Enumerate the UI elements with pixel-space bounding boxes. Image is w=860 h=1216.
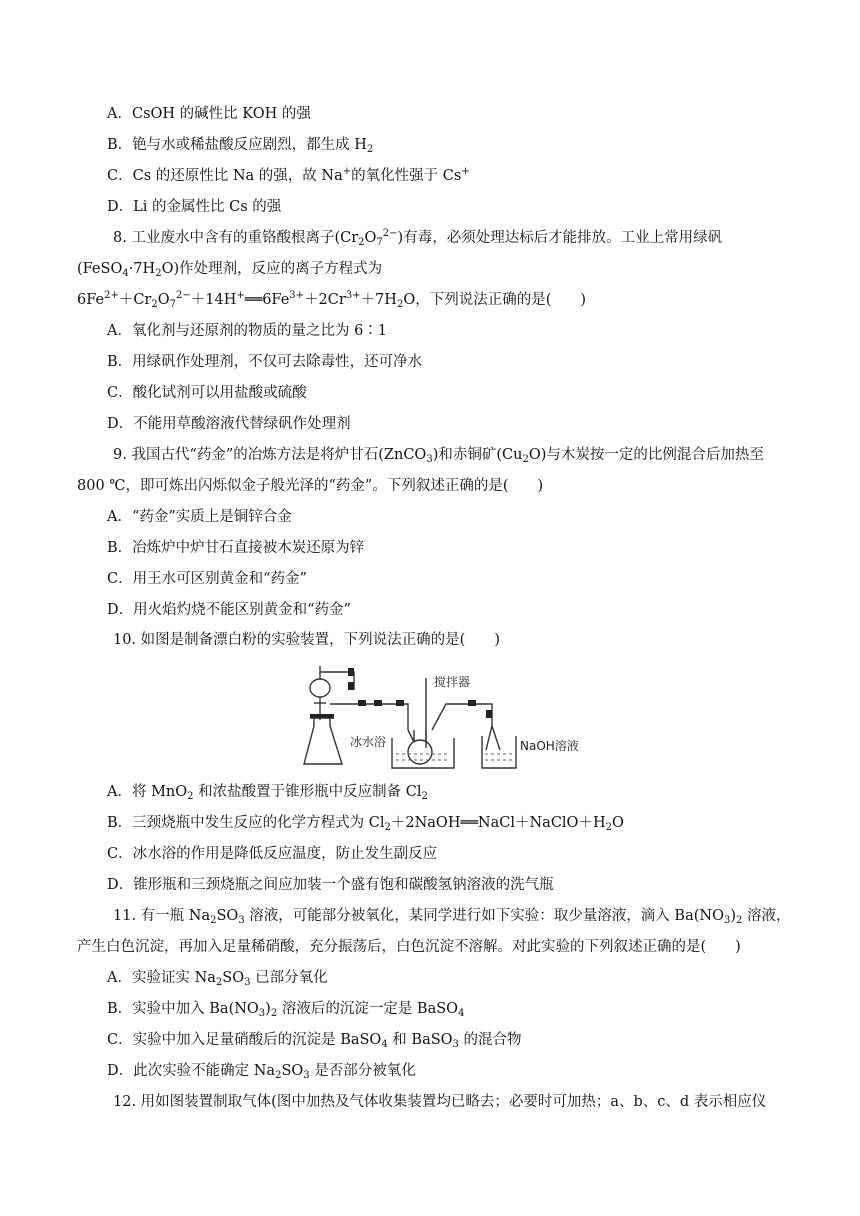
naoh-solution-label: NaOH溶液 [520, 739, 579, 753]
q7-option-d: D．Li 的金属性比 Cs 的强 [107, 199, 282, 215]
q8-stem-line2: $(FeSO_4\cdot 7H_2O)$作处理剂，反应的离子方程式为 [77, 261, 383, 279]
q9-option-b: B．冶炼炉中炉甘石直接被木炭还原为锌 [107, 540, 365, 556]
q11-stem-line2: 产生白色沉淀，再加入足量稀硝酸，充分振荡后，白色沉淀不溶解。对此实验的下列叙述正确的是( ) [77, 939, 741, 955]
bleaching-powder-apparatus-figure [296, 660, 616, 772]
q10-option-d: D．锥形瓶和三颈烧瓶之间应加装一个盛有饱和碳酸氢钠溶液的洗气瓶 [107, 877, 554, 893]
q8-ionic-equation: $6Fe^{2+}+Cr_2O_7^{2-}+14H^+══6Fe^{3+}+2Cr^{3+}+7H_2O$，下列说法正确的是( ) [77, 290, 587, 310]
q10-option-a: A．将 MnO$_2$ 和浓盐酸置于锥形瓶中反应制备 $Cl_2$ [107, 784, 428, 802]
q9-stem-line1: 9. 我国古代“药金”的冶炼方法是将炉甘石(ZnCO$_3$)和赤铜矿$(Cu_2O)$与木炭按一定的比例混合后加热至 [113, 447, 764, 465]
q8-option-b: B．用绿矾作处理剂，不仅可去除毒性，还可净水 [107, 354, 423, 370]
q9-option-c: C．用王水可区别黄金和“药金” [107, 571, 307, 587]
q11-option-b: B．实验中加入 $Ba(NO_3)_2$ 溶液后的沉淀一定是 BaSO$_4$ [107, 1001, 465, 1019]
q7-option-c: C．Cs 的还原性比 Na 的强，故 Na+的氧化性强于 Cs+ [107, 166, 470, 184]
q10-option-c: C．冰水浴的作用是降低反应温度，防止发生副反应 [107, 846, 438, 862]
q9-stem-line2: 800 ℃，即可炼出闪烁似金子般光泽的“药金”。下列叙述正确的是( ) [77, 478, 544, 494]
q9-option-a: A．“药金”实质上是铜锌合金 [107, 509, 292, 525]
q10-option-b: B．三颈烧瓶中发生反应的化学方程式为 $Cl_2+2NaOH══NaCl+NaClO+H_2O$ [107, 815, 624, 833]
q11-stem-line1: 11. 有一瓶 $Na_2SO_3$ 溶液，可能部分被氧化，某同学进行如下实验：取少量溶液，滴入 $Ba(NO_3)_2$ 溶液， [113, 908, 791, 926]
q11-option-d: D．此次实验不能确定 $Na_2SO_3$ 是否部分被氧化 [107, 1063, 416, 1081]
q7-option-b: B．铯与水或稀盐酸反应剧烈，都生成 $H_2$ [107, 137, 374, 155]
ice-bath-label: 冰水浴 [350, 735, 387, 749]
stirrer-label: 搅拌器 [434, 675, 471, 689]
q7-option-a: A．CsOH 的碱性比 KOH 的强 [107, 106, 311, 122]
q8-stem-line1: 8. 工业废水中含有的重铬酸根离子$(Cr_2O_7^{2-})$有毒，必须处理达标后才能排放。工业上常用绿矾 [113, 228, 723, 248]
q8-option-a: A．氧化剂与还原剂的物质的量之比为 6∶1 [107, 323, 388, 339]
q8-option-d: D．不能用草酸溶液代替绿矾作处理剂 [107, 416, 351, 432]
q11-option-c: C．实验中加入足量硝酸后的沉淀是 BaSO$_4$ 和 BaSO$_3$ 的混合物 [107, 1032, 522, 1050]
q11-option-a: A．实验证实 $Na_2SO_3$ 已部分氧化 [107, 970, 328, 988]
q8-option-c: C．酸化试剂可以用盐酸或硫酸 [107, 385, 307, 401]
q9-option-d: D．用火焰灼烧不能区别黄金和“药金” [107, 602, 351, 618]
q12-stem-line1: 12. 用如图装置制取气体(图中加热及气体收集装置均已略去；必要时可加热；a、b、c、d 表示相应仪 [113, 1094, 767, 1110]
q10-stem: 10. 如图是制备漂白粉的实验装置，下列说法正确的是( ) [113, 632, 500, 648]
